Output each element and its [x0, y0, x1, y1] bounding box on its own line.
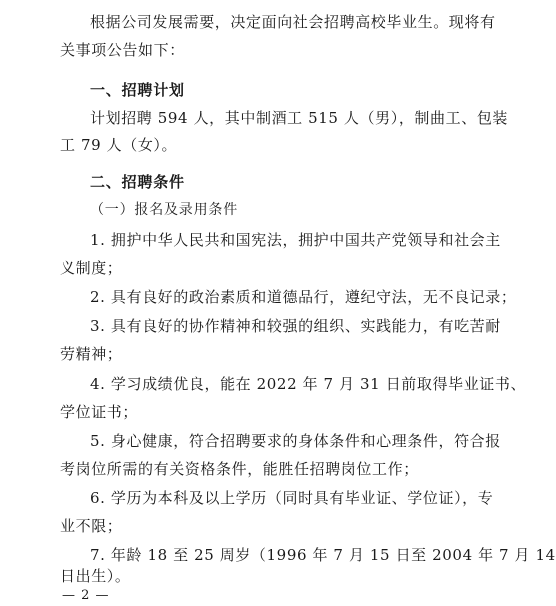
condition-6-line-1: 6. 学历为本科及以上学历（同时具有毕业证、学位证），专	[90, 489, 494, 507]
condition-5-line-1: 5. 身心健康，符合招聘要求的身体条件和心理条件，符合报	[90, 432, 501, 450]
condition-3-line-1: 3. 具有良好的协作精神和较强的组织、实践能力，有吃苦耐	[90, 317, 501, 335]
page-number: — 2 —	[62, 588, 110, 603]
condition-7-line-1: 7. 年龄 18 至 25 周岁（1996 年 7 月 15 日至 2004 年 7 月 14	[90, 546, 556, 564]
intro-line-2: 关事项公告如下：	[60, 41, 185, 59]
condition-4-line-2: 学位证书；	[60, 403, 139, 421]
condition-2-line-1: 2. 具有良好的政治素质和道德品行，遵纪守法，无不良记录；	[90, 288, 517, 306]
section-heading-plan: 一、招聘计划	[90, 81, 185, 99]
condition-3-line-2: 劳精神；	[60, 345, 123, 363]
plan-line-2: 工 79 人（女）。	[60, 136, 178, 154]
plan-line-1: 计划招聘 594 人，其中制酒工 515 人（男），制曲工、包装	[90, 109, 509, 127]
section-heading-conditions: 二、招聘条件	[90, 173, 185, 191]
subsection-heading: （一）报名及录用条件	[90, 202, 238, 218]
condition-4-line-1: 4. 学习成绩优良，能在 2022 年 7 月 31 日前取得毕业证书、	[90, 375, 527, 393]
condition-1-line-1: 1. 拥护中华人民共和国宪法，拥护中国共产党领导和社会主	[90, 231, 501, 249]
condition-7-line-2: 日出生）。	[60, 567, 131, 585]
condition-6-line-2: 业不限；	[60, 517, 123, 535]
condition-1-line-2: 义制度；	[60, 259, 123, 277]
condition-5-line-2: 考岗位所需的有关资格条件，能胜任招聘岗位工作；	[60, 460, 419, 478]
intro-line-1: 根据公司发展需要，决定面向社会招聘高校毕业生。现将有	[90, 13, 496, 31]
